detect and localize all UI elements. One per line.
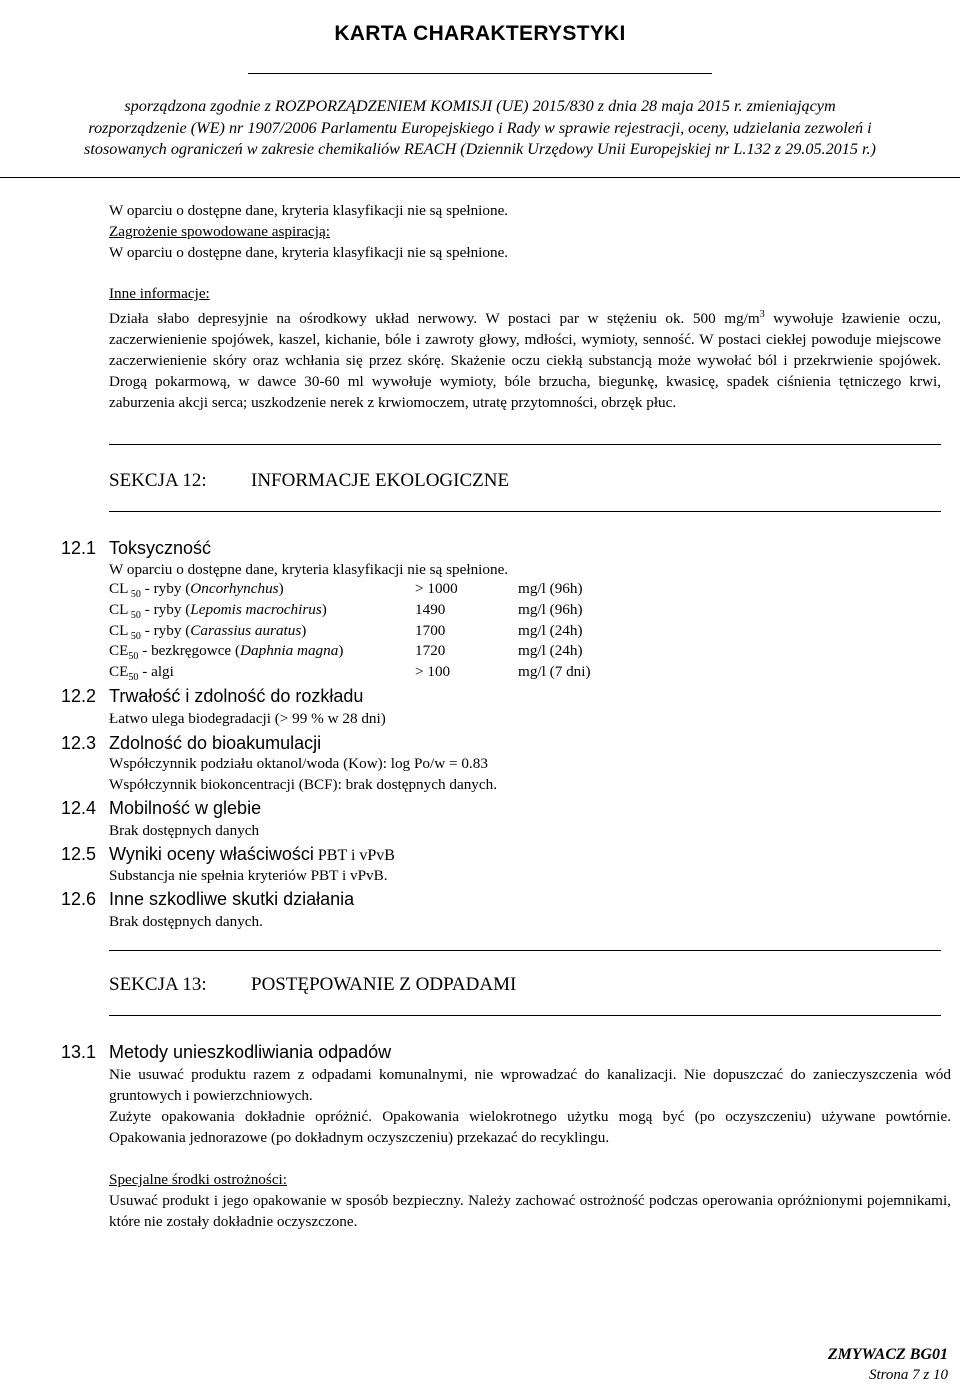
species-name: Lepomis macrochirus (190, 600, 322, 618)
test-organism: - ryby ( (140, 580, 191, 597)
section-title: POSTĘPOWANIE Z ODPADAMI (251, 974, 517, 995)
test-closing: ) (301, 621, 307, 639)
waste-paragraph: Zużyte opakowania dokładnie opróżnić. Opakowania wielokrotnego użytku mogą być (po oczyszczeniu) używane powtórnie. Opakowania jednorazowe (po dokładnym oczyszczeniu) przekazać do recyklingu. (109, 1108, 951, 1146)
toxicity-row (109, 622, 591, 643)
test-closing: ) (321, 600, 327, 618)
waste-paragraph: Nie usuwać produktu razem z odpadami komunalnymi, nie wprowadzać do kanalizacji. Nie dopuszczać do zanieczyszczenia wód gruntowych i powierzchniowych. (109, 1066, 951, 1104)
test-type: CE (109, 642, 129, 660)
toxicity-unit: mg/l (96h) (518, 580, 583, 597)
subsection-title (109, 844, 395, 864)
aspiration-label: Zagrożenie spowodowane aspiracją: (109, 223, 330, 240)
toxicity-unit-cell (518, 580, 591, 601)
subsection-12-5-heading (61, 843, 395, 867)
subsection-12-2-heading (61, 685, 363, 707)
header-divider (0, 177, 960, 178)
test-organism: - algi (138, 663, 174, 681)
test-type: CL (109, 580, 129, 597)
toxicity-value-cell (415, 663, 518, 684)
subsection-13-1-heading (61, 1041, 391, 1063)
toxicity-unit-cell (518, 601, 591, 622)
subsection-number: 12.3 (61, 733, 97, 753)
special-precautions-text: Usuwać produkt i jego opakowanie w sposób bezpieczny. Należy zachować ostrożność podczas operowania opróżnionymi pojemnikami, które nie zostały dokładnie oczyszczone. (109, 1192, 951, 1230)
section-divider (109, 1015, 941, 1016)
section-title: INFORMACJE EKOLOGICZNE (251, 470, 510, 491)
other-info-text (109, 304, 941, 413)
special-precautions (109, 1169, 951, 1232)
other-info-label: Inne informacje: (109, 285, 210, 302)
subsection-12-4-heading (61, 797, 261, 819)
subtitle-line: rozporządzenie (WE) nr 1907/2006 Parlamentu Europejskiego i Rady w sprawie rejestracji, oceny, udzielania zezwoleń i (88, 118, 872, 137)
section-number: SEKCJA 12: (109, 470, 207, 491)
subsection-title: Inne szkodliwe skutki działania (109, 889, 355, 909)
subsection-number: 12.2 (61, 686, 97, 706)
toxicity-value-cell (415, 642, 518, 663)
test-type: CE (109, 663, 129, 681)
waste-methods-text (109, 1064, 951, 1148)
toxicity-test (109, 663, 415, 684)
section-12-heading (109, 470, 509, 492)
test-organism: - ryby ( (140, 600, 191, 618)
footer-product-name: ZMYWACZ BG01 (827, 1346, 948, 1363)
species-name: Carassius auratus (190, 621, 302, 639)
other-info-block (109, 283, 951, 413)
subtitle-line: sporządzona zgodnie z ROZPORZĄDZENIEM KOMISJI (UE) 2015/830 z dnia 28 maja 2015 r. zmieniającym (124, 97, 836, 115)
test-closing: ) (278, 580, 284, 597)
toxicity-value: 1490 (415, 600, 446, 618)
toxicity-test (109, 580, 415, 601)
test-subscript: 50 (128, 672, 139, 684)
species-name: Daphnia magna (240, 642, 339, 660)
section-number: SEKCJA 13: (109, 974, 207, 995)
toxicology-continuation (109, 200, 951, 263)
toxicity-value: > 1000 (415, 580, 458, 597)
subsection-title: Toksyczność (109, 538, 212, 558)
bcf-text: Współczynnik biokoncentracji (BCF): brak dostępnych danych. (109, 776, 498, 793)
toxicity-row (109, 601, 591, 622)
toxicity-unit: mg/l (96h) (518, 600, 583, 618)
classification-note: W oparciu o dostępne dane, kryteria klasyfikacji nie są spełnione. (109, 202, 509, 219)
aspiration-text: W oparciu o dostępne dane, kryteria klasyfikacji nie są spełnione. (109, 244, 509, 261)
toxicity-row (109, 663, 591, 684)
toxicity-unit-cell (518, 642, 591, 663)
toxicity-unit: mg/l (24h) (518, 642, 583, 660)
subsection-title: Zdolność do bioakumulacji (109, 733, 322, 753)
subsection-title-suffix: PBT i vPvB (313, 847, 395, 864)
other-info-text-part: Działa słabo depresyjnie na ośrodkowy układ nerwowy. W postaci par w stężeniu ok. 500 mg/m (109, 310, 760, 328)
toxicity-test (109, 601, 415, 622)
section-divider (109, 444, 941, 445)
toxicity-unit-cell (518, 663, 591, 684)
title-divider (248, 73, 712, 74)
species-name: Oncorhynchus (190, 580, 279, 597)
toxicity-row (109, 580, 591, 601)
toxicity-table (109, 580, 591, 684)
subsection-number: 12.1 (61, 538, 97, 558)
mobility-text: Brak dostępnych danych (109, 822, 260, 839)
subsection-title: Trwałość i zdolność do rozkładu (109, 686, 364, 706)
test-subscript: 50 (128, 630, 141, 642)
subtitle-line: stosowanych ograniczeń w zakresie chemikaliów REACH (Dziennik Urzędowy Unii Europejskiej nr L.132 z 29.05.2015 r.) (84, 140, 876, 158)
subsection-number: 12.6 (61, 889, 97, 909)
test-closing: ) (338, 642, 344, 660)
toxicity-value-cell (415, 601, 518, 622)
toxicity-value: > 100 (415, 663, 451, 681)
toxicity-test (109, 622, 415, 643)
test-organism: - ryby ( (140, 621, 191, 639)
toxicity-value-cell (415, 622, 518, 643)
section-divider (109, 950, 941, 951)
subsection-number: 12.5 (61, 844, 97, 864)
toxicity-row (109, 642, 591, 663)
toxicity-unit: mg/l (24h) (518, 621, 583, 639)
toxicity-test (109, 642, 415, 663)
section-13-heading (109, 974, 516, 996)
toxicity-unit: mg/l (7 dni) (518, 663, 591, 681)
section-divider (109, 511, 941, 512)
test-organism: - bezkręgowce ( (138, 642, 241, 660)
document-title: KARTA CHARAKTERYSTYKI (334, 22, 626, 45)
special-precautions-label: Specjalne środki ostrożności: (109, 1171, 287, 1188)
kow-text: Współczynnik podziału oktanol/woda (Kow): log Po/w = 0.83 (109, 755, 488, 772)
subsection-title-text: Wyniki oceny właściwości (109, 844, 314, 864)
subsection-12-6-heading (61, 888, 354, 910)
subsection-title: Mobilność w glebie (109, 798, 262, 818)
test-subscript: 50 (128, 589, 141, 601)
toxicity-note: W oparciu o dostępne dane, kryteria klasyfikacji nie są spełnione. (109, 561, 509, 578)
toxicity-value: 1700 (415, 621, 446, 639)
degradability-text: Łatwo ulega biodegradacji (> 99 % w 28 dni) (109, 710, 386, 727)
subsection-number: 13.1 (61, 1042, 97, 1062)
unit-superscript: 3 (759, 309, 765, 320)
other-effects-text: Brak dostępnych danych. (109, 913, 263, 930)
footer-page-number: Strona 7 z 10 (868, 1367, 948, 1383)
test-type: CL (109, 600, 129, 618)
document-subtitle (20, 96, 940, 161)
toxicity-value-cell (415, 580, 518, 601)
subsection-12-3-heading (61, 732, 321, 754)
subsection-12-1-heading (61, 537, 211, 559)
test-type: CL (109, 621, 129, 639)
subsection-number: 12.4 (61, 798, 97, 818)
test-subscript: 50 (128, 651, 139, 663)
subsection-title: Metody unieszkodliwiania odpadów (109, 1042, 392, 1062)
toxicity-unit-cell (518, 622, 591, 643)
other-info-text-part: wywołuje łzawienie oczu, zaczerwienienie spojówek, kaszel, kichanie, bóle i zawroty głowy, mdłości, wymioty, senność. W postaci ciekłej powoduje miejscowe zaczerwienienie skóry oraz wchłania się przez skórę. Skażenie oczu ciekłą substancją może wywołać ból i przekrwienie spojówek. Drogą pokarmową, w dawce 30-60 ml wywołuje wymioty, bóle brzucha, biegunkę, kwasicę, spadek ciśnienia tętniczego krwi, zaburzenia akcji serca; uszkodzenie nerek z krwiomoczem, utratę przytomności, obrzęk płuc. (109, 310, 941, 412)
test-subscript: 50 (128, 609, 141, 621)
toxicity-value: 1720 (415, 642, 446, 660)
pbt-text: Substancja nie spełnia kryteriów PBT i vPvB. (109, 867, 388, 884)
